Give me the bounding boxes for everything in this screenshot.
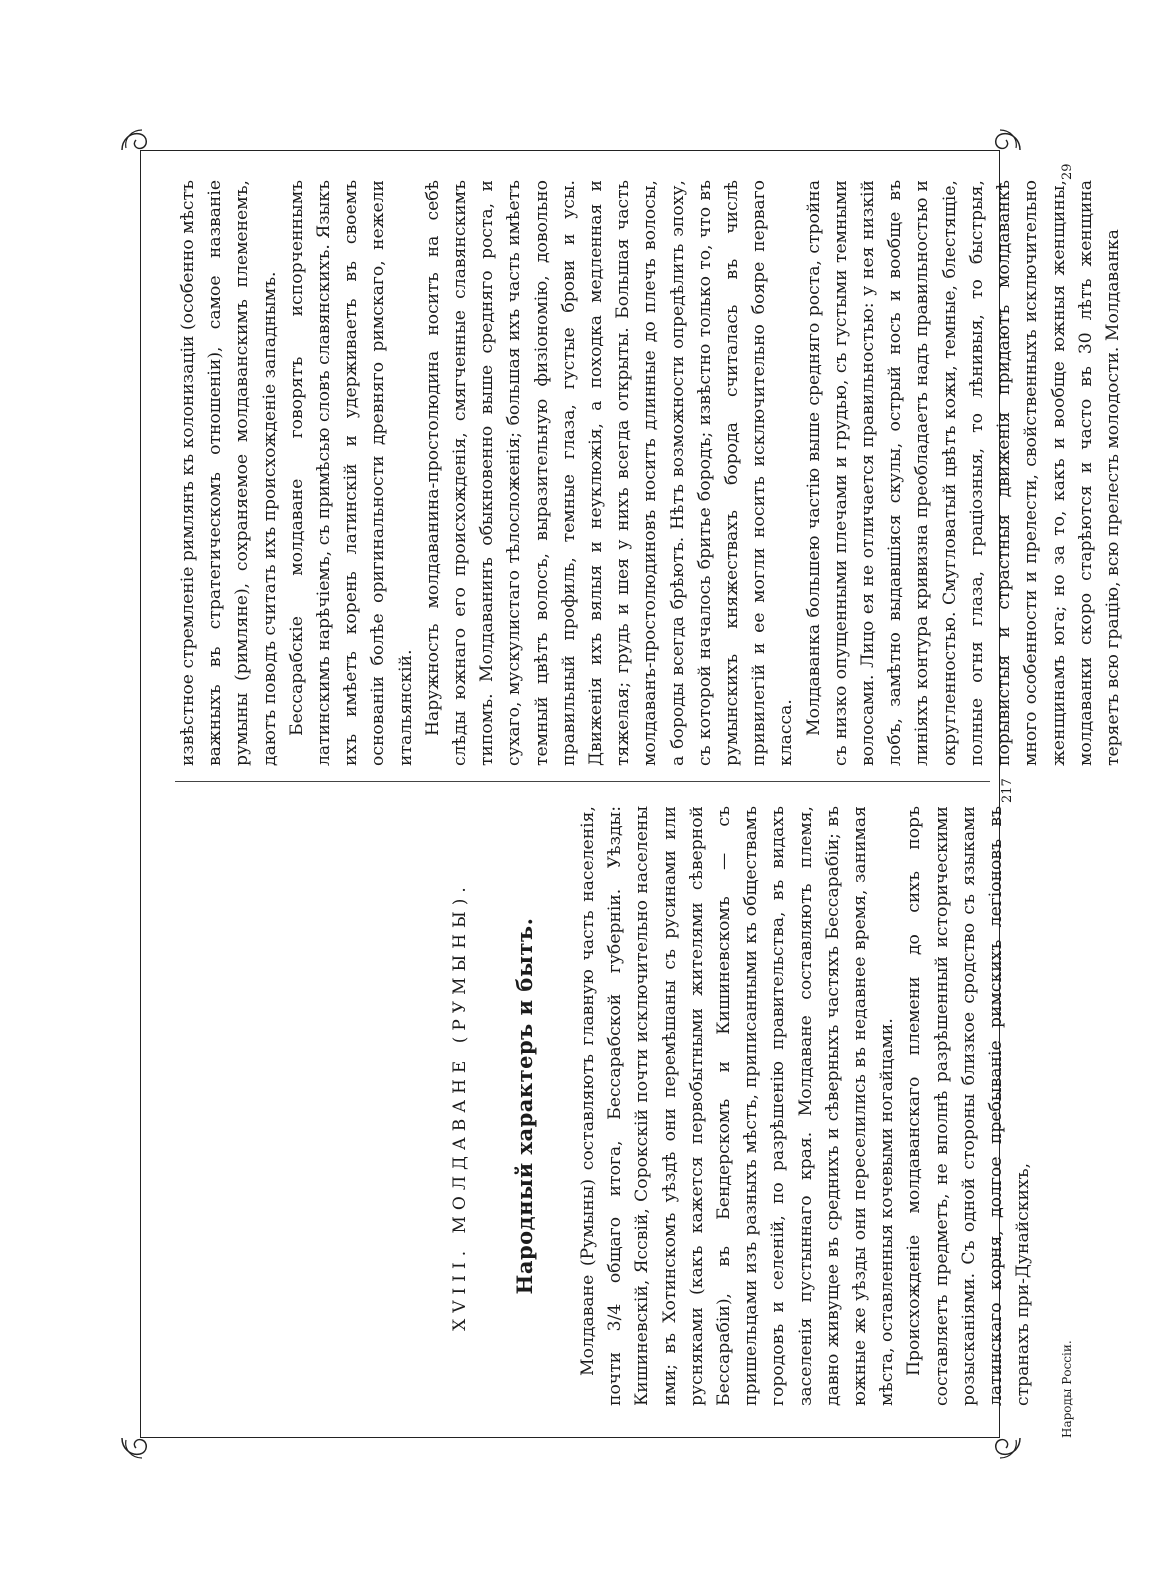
right-paragraph-4: Молдаванка большею частію выше средняго роста, стройна съ низко опущенными плечами и грудью, съ густыми темными волосами. Лицо ея не отличается правильностью: у нея низкій лобъ, замѣтно выдавшіяся скулы, острый носъ и вообще въ линіяхъ контура кривизна преобладаетъ надъ правильностью и округленностью. Смугловатый цвѣтъ кожи, темные, блестящіе, полные огня глаза, граціозныя, то лѣнивыя, то быстрыя, порывистыя и страстныя движенія придаютъ молдаванкѣ много особенности и прелести, свойственныхъ исключительно женщинамъ юга; но за то, какъ и вообще южныя женщины, молдаванки скоро старѣются и часто въ 30 лѣтъ женщина теряетъ всю грацію, всю прелесть молодости. Молдаванка — [803, 180, 1123, 766]
corner-ornament-bottom-right — [970, 120, 1030, 180]
corner-ornament-top-right — [112, 120, 172, 180]
right-paragraph-3: Наружность молдаванина-простолюдина носитъ на себѣ слѣды южнаго его происхожденія, смягченные славянскимъ типомъ. Молдаванинъ обыкновенно выше средняго роста, и сухаго, мускулистаго тѣлосложенія; большая ихъ часть имѣетъ темный цвѣтъ волосъ, выразительную физіономію, довольно правильный профиль, темные глаза, густые брови и усы. Движенія ихъ вялыя и неуклюжія, а походка медленная и тяжелая; грудь и шея у нихъ всегда открыты. Большая часть молдаванъ-простолюдиновъ носитъ длинные до плечъ волосы, а бороды всегда брѣютъ. Нѣтъ возможности опредѣлить эпоху, съ которой началось бритье бородъ; извѣстно только то, что въ румынскихъ княжествахъ борода считалась въ числѣ привилегій и ее могли носить исключительно бояре перваго класса. — [422, 180, 797, 766]
column-divider — [175, 781, 990, 782]
corner-ornament-top-left — [112, 1408, 172, 1468]
corner-ornament-bottom-left — [970, 1408, 1030, 1468]
left-text-column — [575, 806, 1037, 1406]
footer-book-title: Народы Россіи. — [1060, 1340, 1074, 1438]
left-paragraph-1: Молдаване (Румыны) составляютъ главную часть населенія, почти 3/4 общаго итога, Бессарабской губерніи. Уѣзды: Кишиневскій, Яссвій, Сорокскій почти исключительно населены ими; въ Хотинскомъ уѣздѣ они перемѣшаны съ русинами или русняками (какъ кажется первобытными жителями сѣверной Бессарабіи), въ Бендерскомъ и Кишиневскомъ — съ пришельцами изъ разныхъ мѣстъ, приписанными къ обществамъ городовъ и селеній, по разрѣшенію правительства, въ видахъ заселенія пустыннаго края. Молдаване составляютъ племя, давно живущее въ среднихъ и сѣверныхъ частяхъ Бессарабіи; въ южные же уѣзды они переселились въ недавнее время, занимая мѣста, оставленныя кочевыми ногайцами. — [578, 806, 898, 1406]
page-number-right: 29 — [1060, 163, 1075, 180]
chapter-title: XVIII. МОЛДАВАНЕ (РУМЫНЫ). — [450, 881, 470, 1331]
right-paragraph-2: Бессарабскіе молдаване говорятъ испорченнымъ латинскимъ нарѣчіемъ, съ примѣсью словъ славянскихъ. Языкъ ихъ имѣетъ корень латинскій и удерживаетъ въ своемъ основаніи болѣе оригинальности древняго римскаго, нежели итальянскій. — [286, 180, 416, 766]
section-title: Народный характеръ и бытъ. — [512, 917, 537, 1295]
right-text-column — [175, 180, 1127, 766]
page-number-center: 217 — [1000, 778, 1015, 803]
right-paragraph-1: извѣстное стремленіе римлянъ къ колонизаціи (особенно мѣстъ важныхъ въ стратегическомъ отношеніи), самое названіе румыны (римляне), сохраняемое молдаванскимъ племенемъ, даютъ поводъ считать ихъ происхожденіе западнымъ. — [178, 180, 280, 766]
left-paragraph-2: Происхожденіе молдаванскаго племени до сихъ поръ составляетъ предметъ, не вполнѣ разрѣшенный историческими розысканіями. Съ одной стороны близкое сродство съ языками латинскаго корня, долгое пребываніе римскихъ легіоновъ въ странахъ при-Дунайскихъ, — [904, 806, 1034, 1406]
